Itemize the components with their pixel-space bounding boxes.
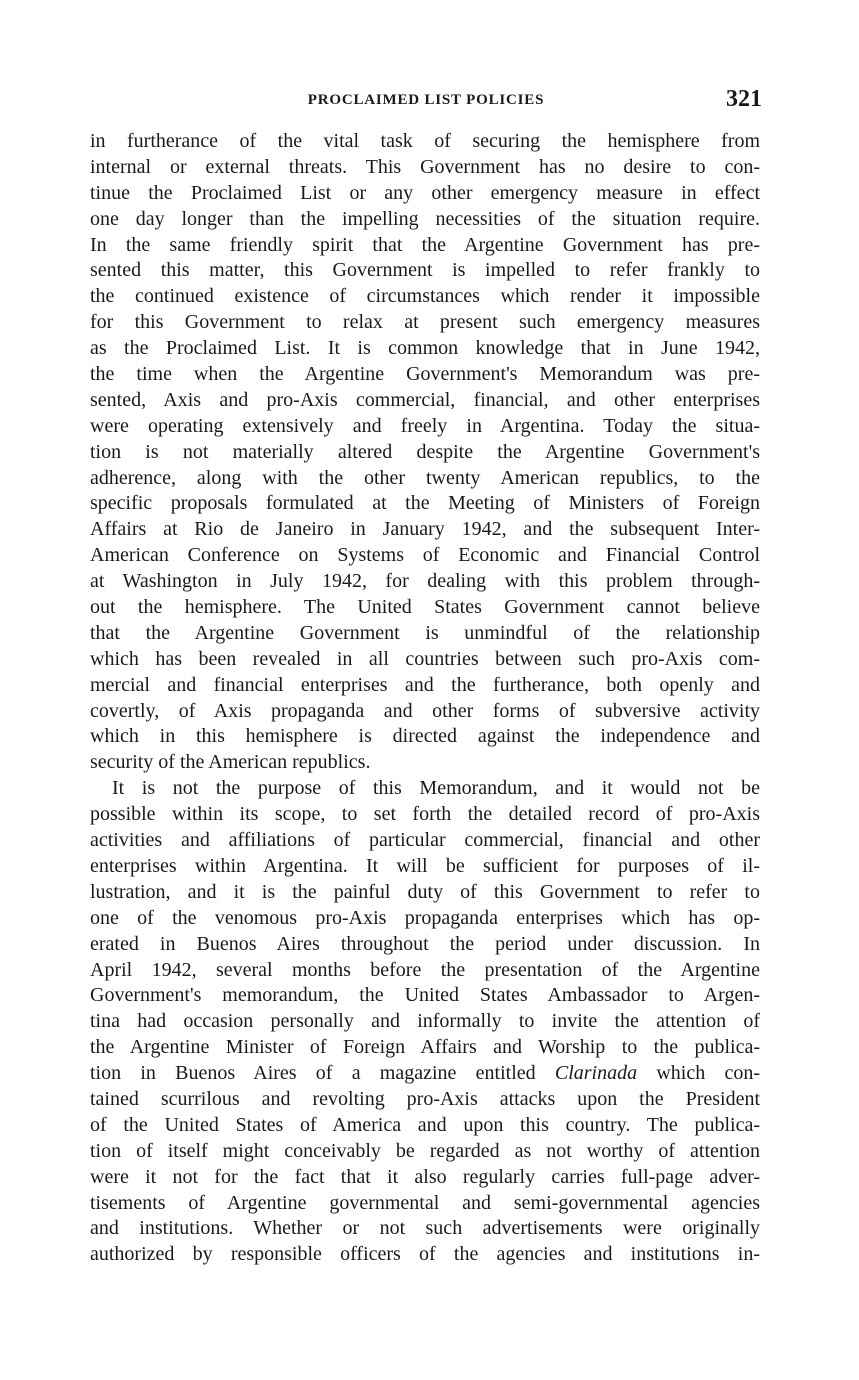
text-line: tina had occasion personally and informally to invite the attention of (90, 1010, 760, 1033)
text-line-with-title (90, 1061, 760, 1087)
text-line: Government's memorandum, the United States Ambassador to Argen- (90, 984, 760, 1007)
text-line: tinue the Proclaimed List or any other emergency measure in effect (90, 181, 760, 204)
text-segment: which con- (656, 1062, 760, 1085)
text-line: Affairs at Rio de Janeiro in January 1942, and the subsequent Inter- (90, 518, 760, 541)
text-line: mercial and financial enterprises and the furtherance, both openly and (90, 673, 760, 696)
running-head: PROCLAIMED LIST POLICIES (307, 92, 545, 108)
text-line: tisements of Argentine governmental and semi-governmental agencies (90, 1191, 760, 1214)
text-line: internal or external threats. This Government has no desire to con- (90, 155, 760, 178)
text-line: the Argentine Minister of Foreign Affairs and Worship to the publica- (90, 1036, 760, 1059)
text-line: were operating extensively and freely in Argentina. Today the situa- (90, 414, 760, 437)
page-number: 321 (726, 86, 762, 112)
paragraph (90, 776, 760, 1268)
paragraph (90, 129, 760, 776)
magazine-title: Clarinada (554, 1062, 638, 1085)
text-line: tained scurrilous and revolting pro-Axis attacks upon the President (90, 1087, 760, 1110)
text-line: possible within its scope, to set forth the detailed record of pro-Axis (90, 803, 760, 826)
text-line: enterprises within Argentina. It will be sufficient for purposes of il- (90, 854, 760, 877)
text-line: sented, Axis and pro-Axis commercial, financial, and other enterprises (90, 388, 760, 411)
text-line: specific proposals formulated at the Meeting of Ministers of Foreign (90, 492, 760, 515)
text-line: April 1942, several months before the presentation of the Argentine (90, 958, 760, 981)
text-line: sented this matter, this Government is impelled to refer frankly to (90, 259, 760, 282)
text-line: tion is not materially altered despite the Argentine Government's (90, 440, 760, 463)
text-segment: tion in Buenos Aires of a magazine entitled (90, 1062, 536, 1085)
text-line: of the United States of America and upon this country. The publica- (90, 1113, 760, 1136)
text-line: which has been revealed in all countries between such pro-Axis com- (90, 647, 760, 670)
text-line: security of the American republics. (90, 751, 371, 774)
text-line: lustration, and it is the painful duty of this Government to refer to (90, 880, 760, 903)
text-line: at Washington in July 1942, for dealing with this problem through- (90, 570, 760, 593)
text-line: one of the venomous pro-Axis propaganda enterprises which has op- (90, 906, 760, 929)
text-line: one day longer than the impelling necessities of the situation require. (90, 207, 760, 230)
text-line: in furtherance of the vital task of securing the hemisphere from (90, 130, 760, 152)
text-line: were it not for the fact that it also regularly carries full-page adver- (90, 1165, 760, 1188)
text-line: and institutions. Whether or not such advertisements were originally (90, 1217, 760, 1240)
text-line: It is not the purpose of this Memorandum, and it would not be (112, 777, 760, 800)
text-line: activities and affiliations of particular commercial, financial and other (90, 829, 760, 852)
text-line: the continued existence of circumstances which render it impossible (90, 285, 760, 308)
page-header (90, 86, 762, 116)
text-line: American Conference on Systems of Economic and Financial Control (90, 544, 760, 567)
text-line: covertly, of Axis propaganda and other forms of subversive activity (90, 699, 760, 722)
text-line: tion of itself might conceivably be regarded as not worthy of attention (90, 1139, 760, 1162)
text-line: for this Government to relax at present such emergency measures (90, 311, 760, 334)
text-line: out the hemisphere. The United States Government cannot believe (90, 596, 760, 619)
text-line: as the Proclaimed List. It is common knowledge that in June 1942, (90, 337, 760, 360)
text-line: adherence, along with the other twenty American republics, to the (90, 466, 760, 489)
text-line: that the Argentine Government is unmindful of the relationship (90, 621, 760, 644)
body-text (90, 129, 760, 1268)
text-line: the time when the Argentine Government's Memorandum was pre- (90, 363, 760, 386)
text-line: which in this hemisphere is directed against the independence and (90, 725, 760, 748)
text-line: authorized by responsible officers of the agencies and institutions in- (90, 1243, 760, 1266)
text-line: In the same friendly spirit that the Argentine Government has pre- (90, 233, 760, 256)
text-line: erated in Buenos Aires throughout the period under discussion. In (90, 932, 760, 955)
